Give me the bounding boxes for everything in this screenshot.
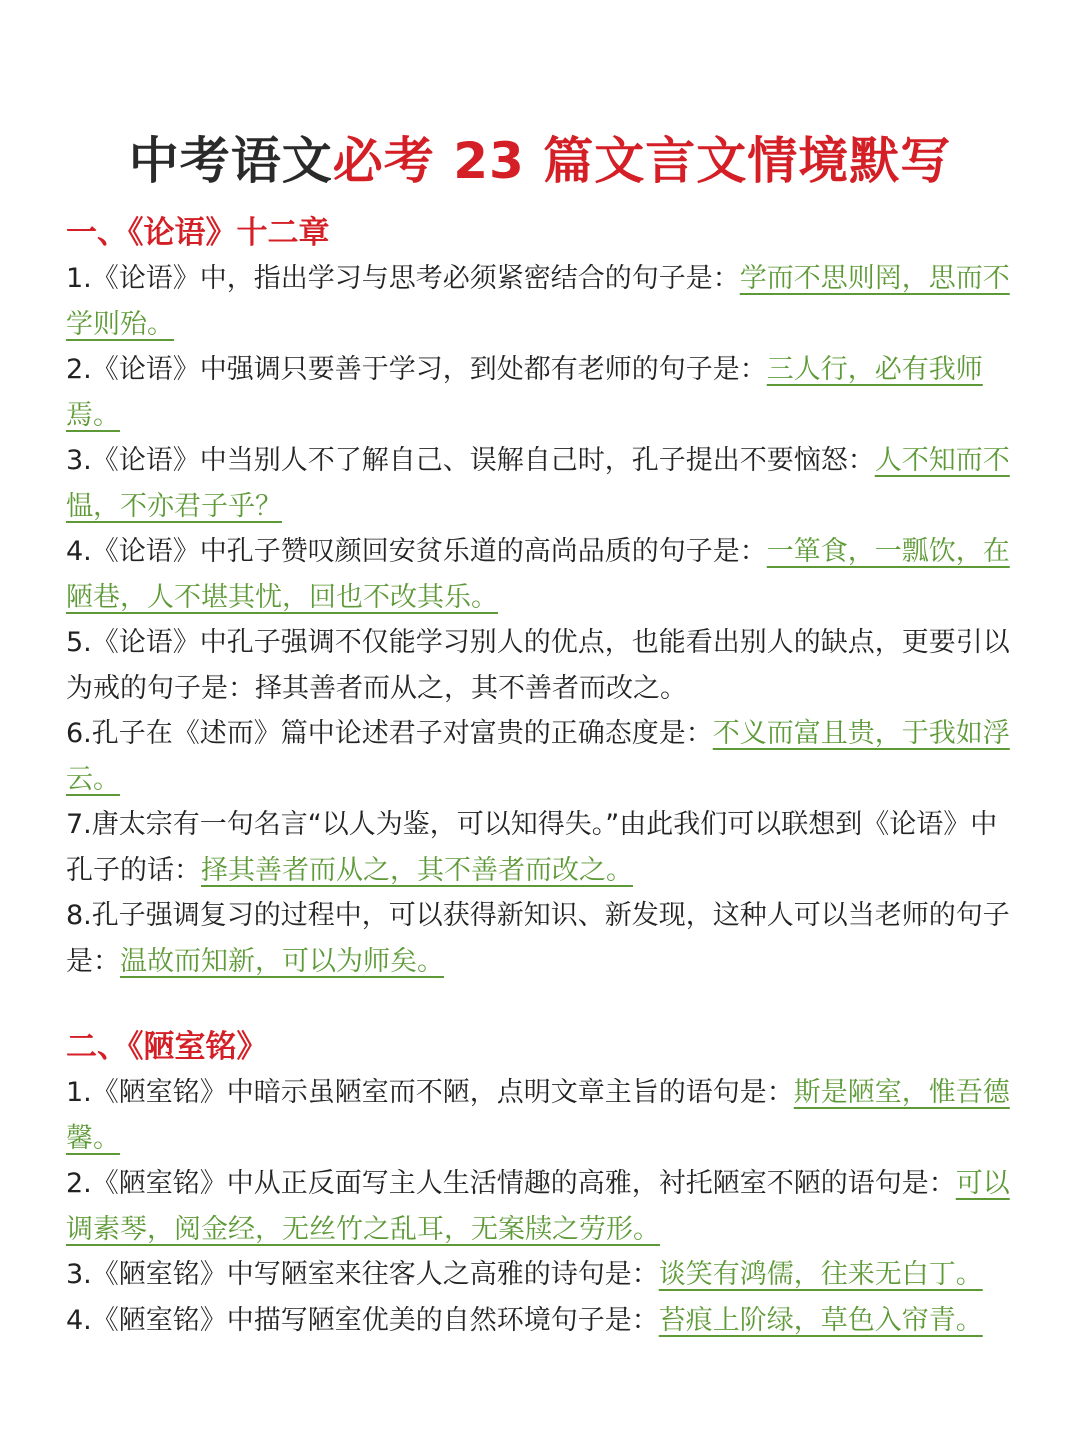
answer-text: 不义而富且贵，于我如浮云。 — [66, 718, 1010, 795]
answer-text: 谈笑有鸿儒，往来无白丁。 — [658, 1259, 983, 1290]
content — [66, 210, 1016, 1343]
question-text: 4.《陋室铭》中描写陋室优美的自然环境句子是： — [66, 1304, 659, 1336]
title-part-1: 中考语文 — [128, 131, 333, 190]
question-text: 7.唐太宗有一句名言“以人为鉴，可以知得失。”由此我们可以联想到《论语》中孔子的话： — [66, 809, 998, 886]
answer-text: 三人行，必有我师焉。 — [66, 354, 983, 431]
question-text: 3.《论语》中当别人不了解自己、误解自己时，孔子提出不要恼怒： — [66, 445, 875, 476]
question-text: 2.《论语》中强调只要善于学习，到处都有老师的句子是： — [66, 354, 767, 385]
answer-text: 斯是陋室，惟吾德馨。 — [66, 1077, 1010, 1154]
question-text: 1.《陋室铭》中暗示虽陋室而不陋，点明文章主旨的语句是： — [66, 1077, 794, 1108]
question-text: 2.《陋室铭》中从正反面写主人生活情趣的高雅，衬托陋室不陋的语句是： — [66, 1168, 956, 1199]
question-text: 4.《论语》中孔子赞叹颜回安贫乐道的高尚品质的句子是： — [66, 536, 767, 567]
answer-text: 可以调素琴，阅金经，无丝竹之乱耳，无案牍之劳形。 — [66, 1168, 1010, 1245]
question-text: 8.孔子强调复习的过程中，可以获得新知识、新发现，这种人可以当老师的句子是： — [66, 900, 1010, 977]
question-text: 5.《论语》中孔子强调不仅能学习别人的优点，也能看出别人的缺点，更要引以为戒的句子是： — [66, 627, 1010, 704]
list-item — [66, 802, 1016, 893]
list-item — [66, 529, 1016, 620]
list-item — [66, 438, 1016, 529]
list-item — [66, 347, 1016, 438]
list-item — [66, 1252, 1016, 1298]
answer-text: 择其善者而从之，其不善者而改之。 — [201, 854, 633, 886]
section-heading-lunyu: 一、《论语》十二章 — [66, 215, 330, 251]
answer-text: 温故而知新，可以为师矣。 — [120, 945, 444, 977]
section-heading-loushiming: 二、《陋室铭》 — [66, 1029, 268, 1065]
list-item — [66, 711, 1016, 802]
question-text: 1.《论语》中，指出学习与思考必须紧密结合的句子是： — [66, 263, 740, 294]
question-text: 6.孔子在《述而》篇中论述君子对富贵的正确态度是： — [66, 718, 713, 749]
list-item — [66, 1070, 1016, 1161]
question-text: 3.《陋室铭》中写陋室来往客人之高雅的诗句是： — [66, 1259, 659, 1290]
list-item — [66, 1298, 1016, 1344]
list-item — [66, 256, 1016, 347]
list-item — [66, 893, 1016, 984]
answer-text: 人不知而不愠，不亦君子乎？ — [66, 445, 1010, 522]
title-part-2: 必考 23 篇文言文情境默写 — [332, 131, 952, 190]
page-title — [0, 126, 1080, 196]
list-item — [66, 620, 1016, 711]
answer-text: 学而不思则罔，思而不学则殆。 — [66, 263, 1010, 340]
answer-text: 苔痕上阶绿，草色入帘青。 — [658, 1304, 983, 1336]
list-item — [66, 1161, 1016, 1252]
answer-text: 一箪食，一瓢饮，在陋巷，人不堪其忧，回也不改其乐。 — [66, 536, 1010, 613]
answer-text: 择其善者而从之，其不善者而改之。 — [255, 672, 687, 704]
